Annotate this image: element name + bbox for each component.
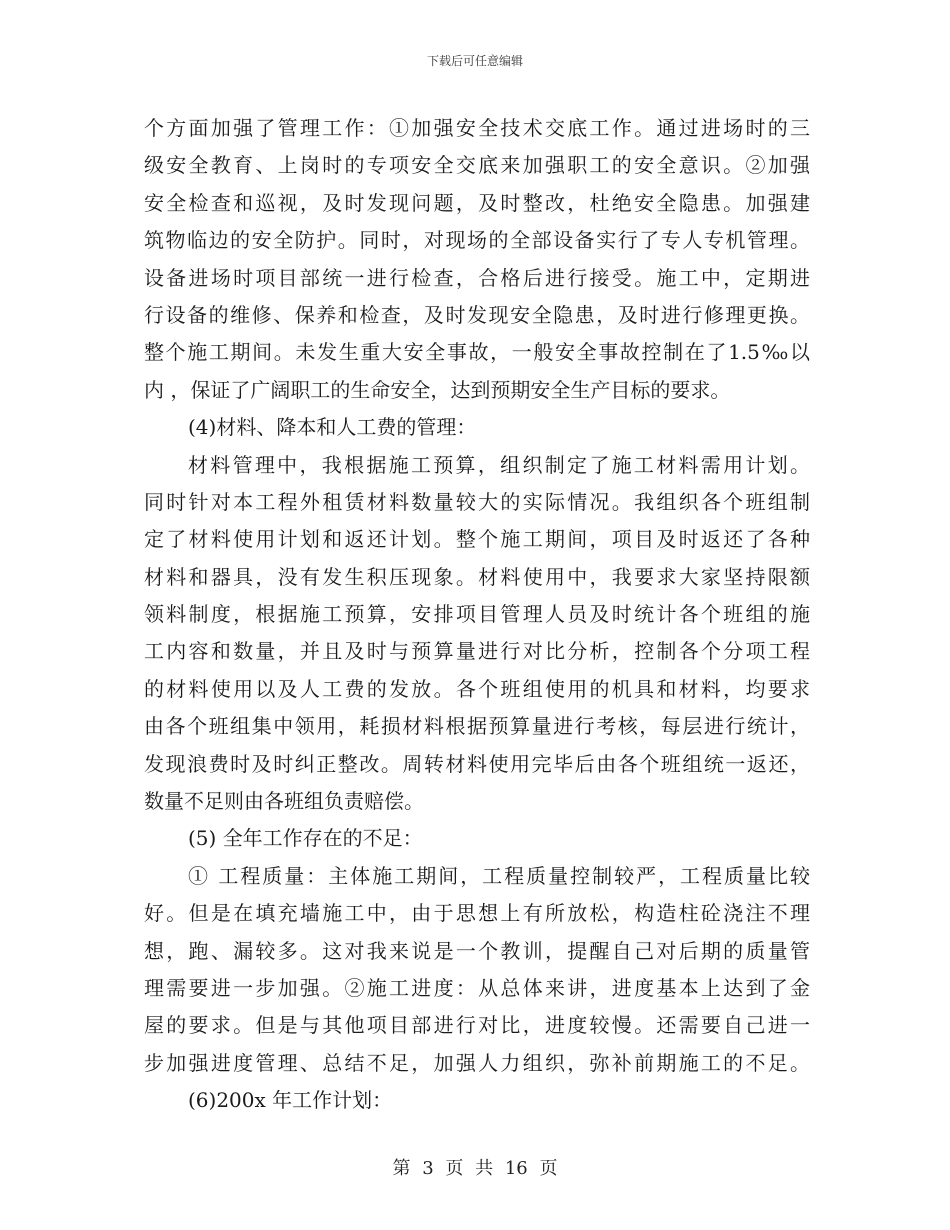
- section-heading: (6)200x 年工作计划：: [188, 1088, 393, 1113]
- text-line: 想，跑、漏较多。这对我来说是一个教训，提醒自己对后期的质量管: [144, 938, 810, 963]
- text-line: 内 ，保证了广阔职工的生命安全，达到预期安全生产目标的要求。: [144, 377, 731, 402]
- text-line: 筑物临边的安全防护。同时，对现场的全部设备实行了专人专机管理。: [144, 228, 810, 253]
- text-line: 设备进场时项目部统一进行检查，合格后进行接受。施工中，定期进: [144, 265, 810, 290]
- text-line: 由各个班组集中领用，耗损材料根据预算量进行考核，每层进行统计，: [144, 714, 810, 739]
- page-number-footer: 第 3 页 共 16 页: [392, 1158, 558, 1179]
- text-line: 屋的要求。但是与其他项目部进行对比，进度较慢。还需要自己进一: [144, 1013, 810, 1038]
- text-line: 安全检查和巡视，及时发现问题，及时整改，杜绝安全隐患。加强建: [144, 190, 810, 215]
- section-heading: (5) 全年工作存在的不足：: [188, 826, 423, 851]
- text-line: 同时针对本工程外租赁材料数量较大的实际情况。我组织各个班组制: [144, 489, 810, 514]
- text-line: 数量不足则由各班组负责赔偿。: [144, 789, 424, 814]
- text-line: 领料制度，根据施工预算，安排项目管理人员及时统计各个班组的施: [144, 602, 810, 627]
- text-line: 理需要进一步加强。②施工进度：从总体来讲，进度基本上达到了金: [144, 975, 810, 1000]
- text-line: 整个施工期间。未发生重大安全事故，一般安全事故控制在了1.5‰以: [144, 340, 810, 365]
- text-line: 好。但是在填充墙施工中，由于思想上有所放松，构造柱砼浇注不理: [144, 901, 810, 926]
- text-line: ① 工程质量：主体施工期间，工程质量控制较严，工程质量比较: [188, 863, 810, 888]
- body-text: [144, 110, 810, 1120]
- text-line: 工内容和数量，并且及时与预算量进行对比分析，控制各个分项工程: [144, 639, 810, 664]
- text-line: 发现浪费时及时纠正整改。周转材料使用完毕后由各个班组统一返还，: [144, 751, 810, 776]
- text-line: 个方面加强了管理工作：①加强安全技术交底工作。通过进场时的三: [144, 116, 810, 140]
- text-line: 级安全教育、上岗时的专项安全交底来加强职工的安全意识。②加强: [144, 153, 810, 178]
- text-line: 定了材料使用计划和返还计划。整个施工期间，项目及时返还了各种: [144, 527, 810, 552]
- text-line: 材料管理中，我根据施工预算，组织制定了施工材料需用计划。: [188, 452, 810, 477]
- header-note: 下载后可任意编辑: [426, 54, 523, 68]
- text-line: 材料和器具，没有发生积压现象。材料使用中，我要求大家坚持限额: [144, 564, 810, 589]
- text-line: 步加强进度管理、总结不足，加强人力组织，弥补前期施工的不足。: [144, 1050, 810, 1075]
- section-heading: (4)材料、降本和人工费的管理：: [188, 415, 477, 440]
- text-line: 的材料使用以及人工费的发放。各个班组使用的机具和材料，均要求: [144, 676, 810, 701]
- text-line: 行设备的维修、保养和检查，及时发现安全隐患，及时进行修理更换。: [144, 302, 810, 327]
